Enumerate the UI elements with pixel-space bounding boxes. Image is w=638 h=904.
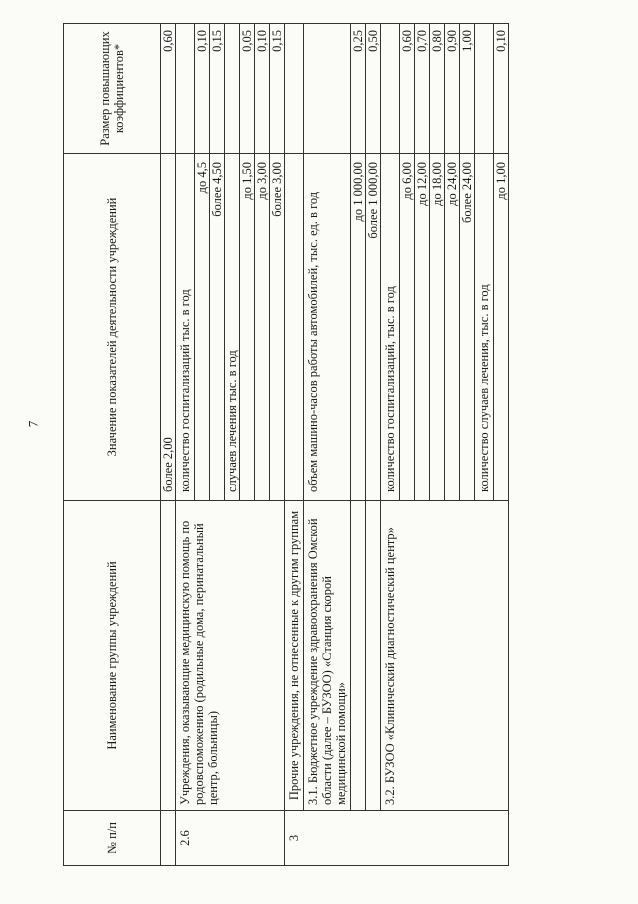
coef-cell: 0,15 xyxy=(210,24,225,154)
indicator-cell: более 2,00 xyxy=(161,154,176,501)
coef-cell: 0,50 xyxy=(366,24,381,154)
header-coef: Размер повышающих коэффициентов* xyxy=(64,24,161,154)
indicator-cell: более 3,00 xyxy=(270,154,285,501)
coefficients-table xyxy=(63,23,509,866)
coef-cell: 0,60 xyxy=(161,24,176,154)
coef-cell: 0,25 xyxy=(351,24,366,154)
indicator-cell: более 4,50 xyxy=(210,154,225,501)
coef-cell: 0,10 xyxy=(494,24,509,154)
indicator-cell: до 12,00 xyxy=(415,154,430,501)
indicator-cell: до 1,50 xyxy=(240,154,255,501)
indicator-cell: количество госпитализаций тыс. в год xyxy=(176,154,195,501)
indicator-cell: до 1 000,00 xyxy=(351,154,366,501)
indicator-cell: объем машино-часов работы автомобилей, тыс. ед. в год xyxy=(304,154,351,501)
header-num: № п/п xyxy=(64,811,161,866)
coef-cell: 0,15 xyxy=(270,24,285,154)
coef-cell: 0,70 xyxy=(415,24,430,154)
header-indicator: Значение показателей деятельности учреждений xyxy=(64,154,161,501)
coef-cell: 0,90 xyxy=(445,24,460,154)
indicator-cell: случаев лечения тыс. в год xyxy=(225,154,240,501)
indicator-cell: более 1 000,00 xyxy=(366,154,381,501)
indicator-cell: до 4,5 xyxy=(195,154,210,501)
indicator-cell: до 24,00 xyxy=(445,154,460,501)
coef-cell: 0,80 xyxy=(430,24,445,154)
indicator-cell: до 6,00 xyxy=(400,154,415,501)
indicator-cell: до 18,00 xyxy=(430,154,445,501)
table-row xyxy=(381,24,400,866)
coef-cell: 0,10 xyxy=(195,24,210,154)
group-name: Учреждения, оказывающие медицинскую помощь по родовспоможению (родильные дома, перинатальный центр, больницы) xyxy=(176,501,285,811)
indicator-cell: до 3,00 xyxy=(255,154,270,501)
group-name: 3.2. БУЗОО «Клинический диагностический центр» xyxy=(381,501,509,811)
table-row xyxy=(285,24,304,866)
indicator-cell: количество госпитализаций, тыс. в год xyxy=(381,154,400,501)
table-row xyxy=(351,24,366,866)
table-row xyxy=(176,24,195,866)
rotated-table-area xyxy=(63,30,625,866)
coef-cell: 1,00 xyxy=(460,24,475,154)
table-header-row xyxy=(64,24,161,866)
table-row xyxy=(161,24,176,866)
table-row xyxy=(304,24,351,866)
coef-cell: 0,05 xyxy=(240,24,255,154)
group-name: 3.1. Бюджетное учреждение здравоохранения Омской области (далее – БУЗОО) «Станция скорой медицинской помощи» xyxy=(304,501,351,811)
group-name: Прочие учреждения, не отнесенные к другим группам xyxy=(285,501,304,811)
coef-cell: 0,60 xyxy=(400,24,415,154)
page-number: 7 xyxy=(25,420,41,428)
indicator-cell: количество случаев лечения, тыс. в год xyxy=(475,154,494,501)
header-group: Наименование группы учреждений xyxy=(64,501,161,811)
coef-cell: 0,10 xyxy=(255,24,270,154)
table-row xyxy=(366,24,381,866)
indicator-cell: более 24,00 xyxy=(460,154,475,501)
row-number: 2.6 xyxy=(176,811,285,866)
indicator-cell: до 1,00 xyxy=(494,154,509,501)
row-number: 3 xyxy=(285,811,509,866)
